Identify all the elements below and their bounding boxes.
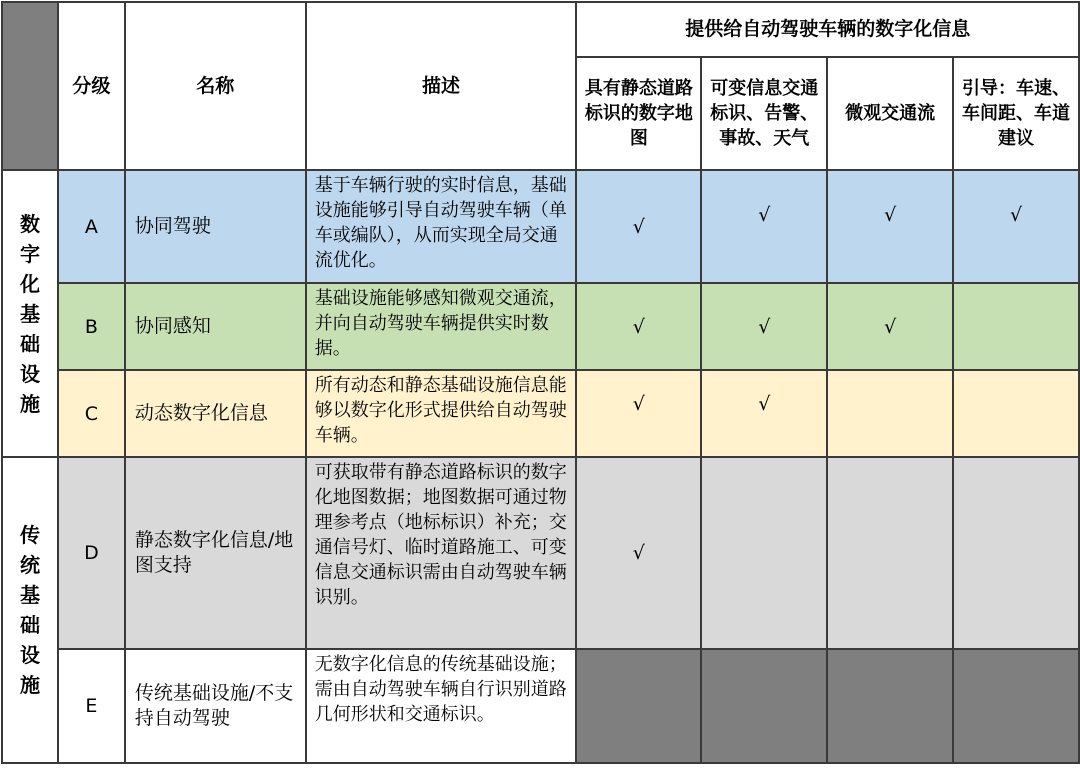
name-cell: 协同感知: [125, 283, 306, 370]
header-level: 分级: [58, 2, 125, 170]
table-row: [2, 370, 1079, 457]
header-static-map: 具有静态道路标识的数字地图: [576, 57, 701, 170]
check-cell: [953, 370, 1079, 457]
check-cell: √: [576, 370, 701, 457]
header-micro-traffic: 微观交通流: [827, 57, 953, 170]
header-name: 名称: [125, 2, 306, 170]
unavailable-cell: [701, 649, 827, 763]
check-cell: √: [827, 283, 953, 370]
check-cell: √: [576, 457, 701, 649]
table-row: [2, 170, 1079, 283]
check-cell: √: [701, 283, 827, 370]
level-cell: B: [58, 283, 125, 370]
check-cell: √: [576, 283, 701, 370]
description-cell: 基于车辆行驶的实时信息，基础设施能够引导自动驾驶车辆（单车或编队），从而实现全局交通流优化。: [306, 170, 577, 283]
level-cell: E: [58, 649, 125, 763]
level-cell: D: [58, 457, 125, 649]
check-cell: √: [701, 170, 827, 283]
unavailable-cell: [827, 649, 953, 763]
check-cell: √: [701, 370, 827, 457]
group-traditional-infrastructure: 传统基础设施: [2, 457, 58, 763]
check-cell: [827, 457, 953, 649]
check-cell: [953, 283, 1079, 370]
level-cell: A: [58, 170, 125, 283]
infrastructure-level-table: [1, 1, 1080, 764]
header-description: 描述: [306, 2, 577, 170]
check-cell: [953, 457, 1079, 649]
description-cell: 所有动态和静态基础设施信息能够以数字化形式提供给自动驾驶车辆。: [306, 370, 577, 457]
table-row: [2, 649, 1079, 763]
name-cell: 协同驾驶: [125, 170, 306, 283]
name-cell: 静态数字化信息/地图支持: [125, 457, 306, 649]
header-variable-info: 可变信息交通标识、告警、事故、天气: [701, 57, 827, 170]
check-cell: √: [827, 170, 953, 283]
name-cell: 动态数字化信息: [125, 370, 306, 457]
header-digital-info-group: 提供给自动驾驶车辆的数字化信息: [576, 2, 1079, 57]
corner-cell: [2, 2, 58, 170]
check-cell: √: [576, 170, 701, 283]
unavailable-cell: [576, 649, 701, 763]
description-cell: 基础设施能够感知微观交通流，并向自动驾驶车辆提供实时数据。: [306, 283, 577, 370]
header-guidance: 引导：车速、车间距、车道建议: [953, 57, 1079, 170]
table-row: [2, 457, 1079, 649]
name-cell: 传统基础设施/不支持自动驾驶: [125, 649, 306, 763]
check-cell: [827, 370, 953, 457]
level-cell: C: [58, 370, 125, 457]
table-row: [2, 283, 1079, 370]
check-cell: √: [953, 170, 1079, 283]
description-cell: 无数字化信息的传统基础设施；需由自动驾驶车辆自行识别道路几何形状和交通标识。: [306, 649, 577, 763]
unavailable-cell: [953, 649, 1079, 763]
description-cell: 可获取带有静态道路标识的数字化地图数据；地图数据可通过物理参考点（地标标识）补充；交通信号灯、临时道路施工、可变信息交通标识需由自动驾驶车辆识别。: [306, 457, 577, 649]
group-digital-infrastructure: 数字化基础设施: [2, 170, 58, 457]
check-cell: [701, 457, 827, 649]
